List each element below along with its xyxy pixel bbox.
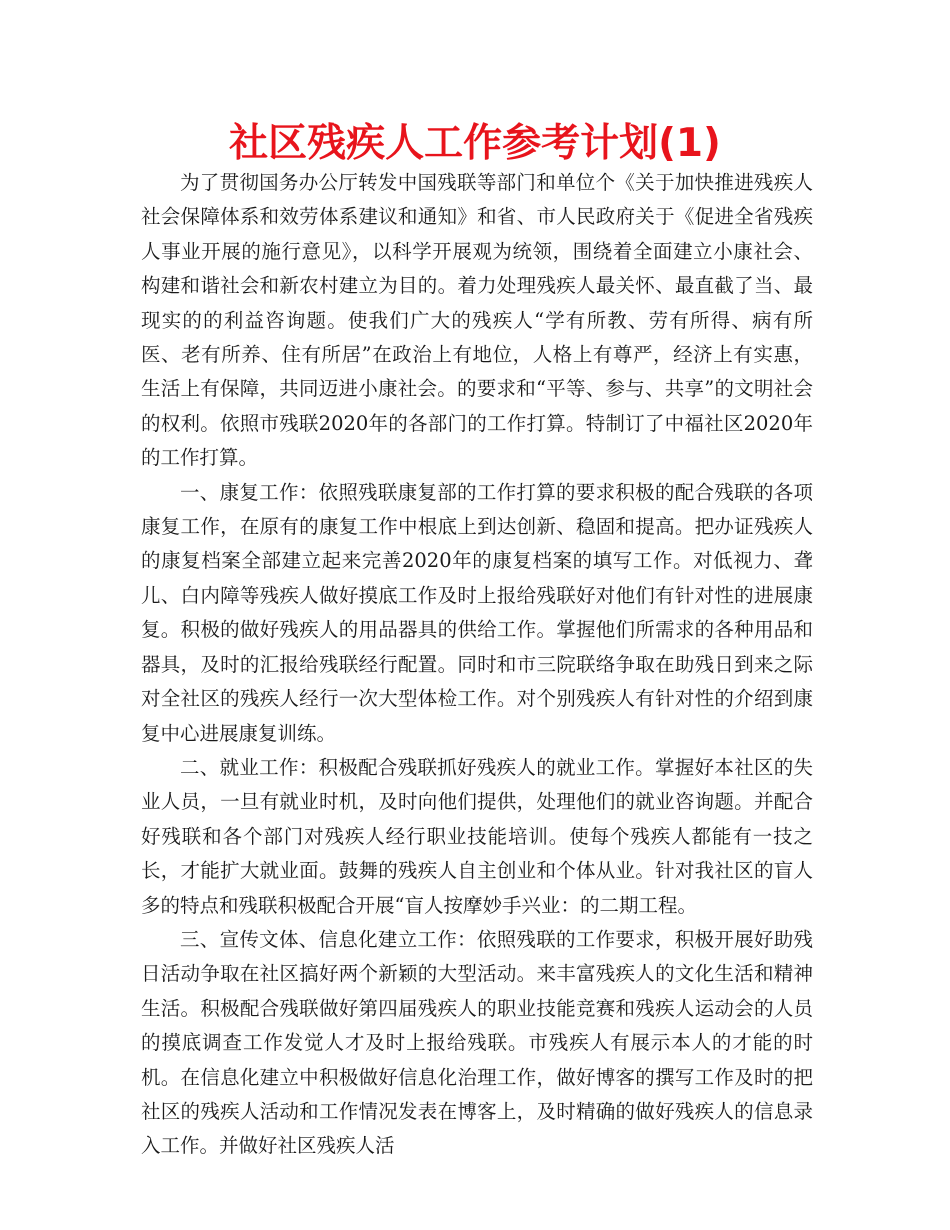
intro-paragraph: 为了贯彻国务办公厅转发中国残联等部门和单位个《关于加快推进残疾人社会保障体系和效劳体系建议和通知》和省、市人民政府关于《促进全省残疾人事业开展的施行意见》，以科学开展观为统领，围绕着全面建立小康社会、构建和谐社会和新农村建立为目的。着力处理残疾人最关怀、最直截了当、最现实的的利益咨询题。使我们广大的残疾人“学有所教、劳有所得、病有所医、老有所养、住有所居”在政治上有地位，人格上有尊严，经济上有实惠，生活上有保障，共同迈进小康社会。的要求和“平等、参与、共享”的文明社会的权利。依照市残联2020年的各部门的工作打算。特制订了中福社区2020年的工作打算。 bbox=[141, 171, 813, 470]
employment-paragraph: 二、就业工作：积极配合残联抓好残疾人的就业工作。掌握好本社区的失业人员，一旦有就业时机，及时向他们提供，处理他们的就业咨询题。并配合好残联和各个部门对残疾人经行职业技能培训。使每个残疾人都能有一技之长，才能扩大就业面。鼓舞的残疾人自主创业和个体从业。针对我社区的盲人多的特点和残联积极配合开展“盲人按摩妙手兴业：的二期工程。 bbox=[141, 755, 813, 917]
document-title: 社区残疾人工作参考计划(1) bbox=[229, 121, 721, 166]
publicity-paragraph: 三、宣传文体、信息化建立工作：依照残联的工作要求，积极开展好助残日活动争取在社区搞好两个新颖的大型活动。来丰富残疾人的文化生活和精神生活。积极配合残联做好第四届残疾人的职业技能竞赛和残疾人运动会的人员的摸底调查工作发觉人才及时上报给残联。市残疾人有展示本人的才能的时机。在信息化建立中积极做好信息化治理工作，做好博客的撰写工作及时的把社区的残疾人活动和工作情况发表在博客上，及时精确的做好残疾人的信息录入工作。并做好社区残疾人活 bbox=[141, 927, 813, 1158]
document-body bbox=[141, 166, 813, 1164]
rehabilitation-paragraph: 一、康复工作：依照残联康复部的工作打算的要求积极的配合残联的各项康复工作，在原有的康复工作中根底上到达创新、稳固和提高。把办证残疾人的康复档案全部建立起来完善2020年的康复档案的填写工作。对低视力、聋儿、白内障等残疾人做好摸底工作及时上报给残联好对他们有针对性的进展康复。积极的做好残疾人的用品器具的供给工作。掌握他们所需求的各种用品和器具，及时的汇报给残联经行配置。同时和市三院联络争取在助残日到来之际对全社区的残疾人经行一次大型体检工作。对个别残疾人有针对性的介绍到康复中心进展康复训练。 bbox=[141, 480, 813, 745]
